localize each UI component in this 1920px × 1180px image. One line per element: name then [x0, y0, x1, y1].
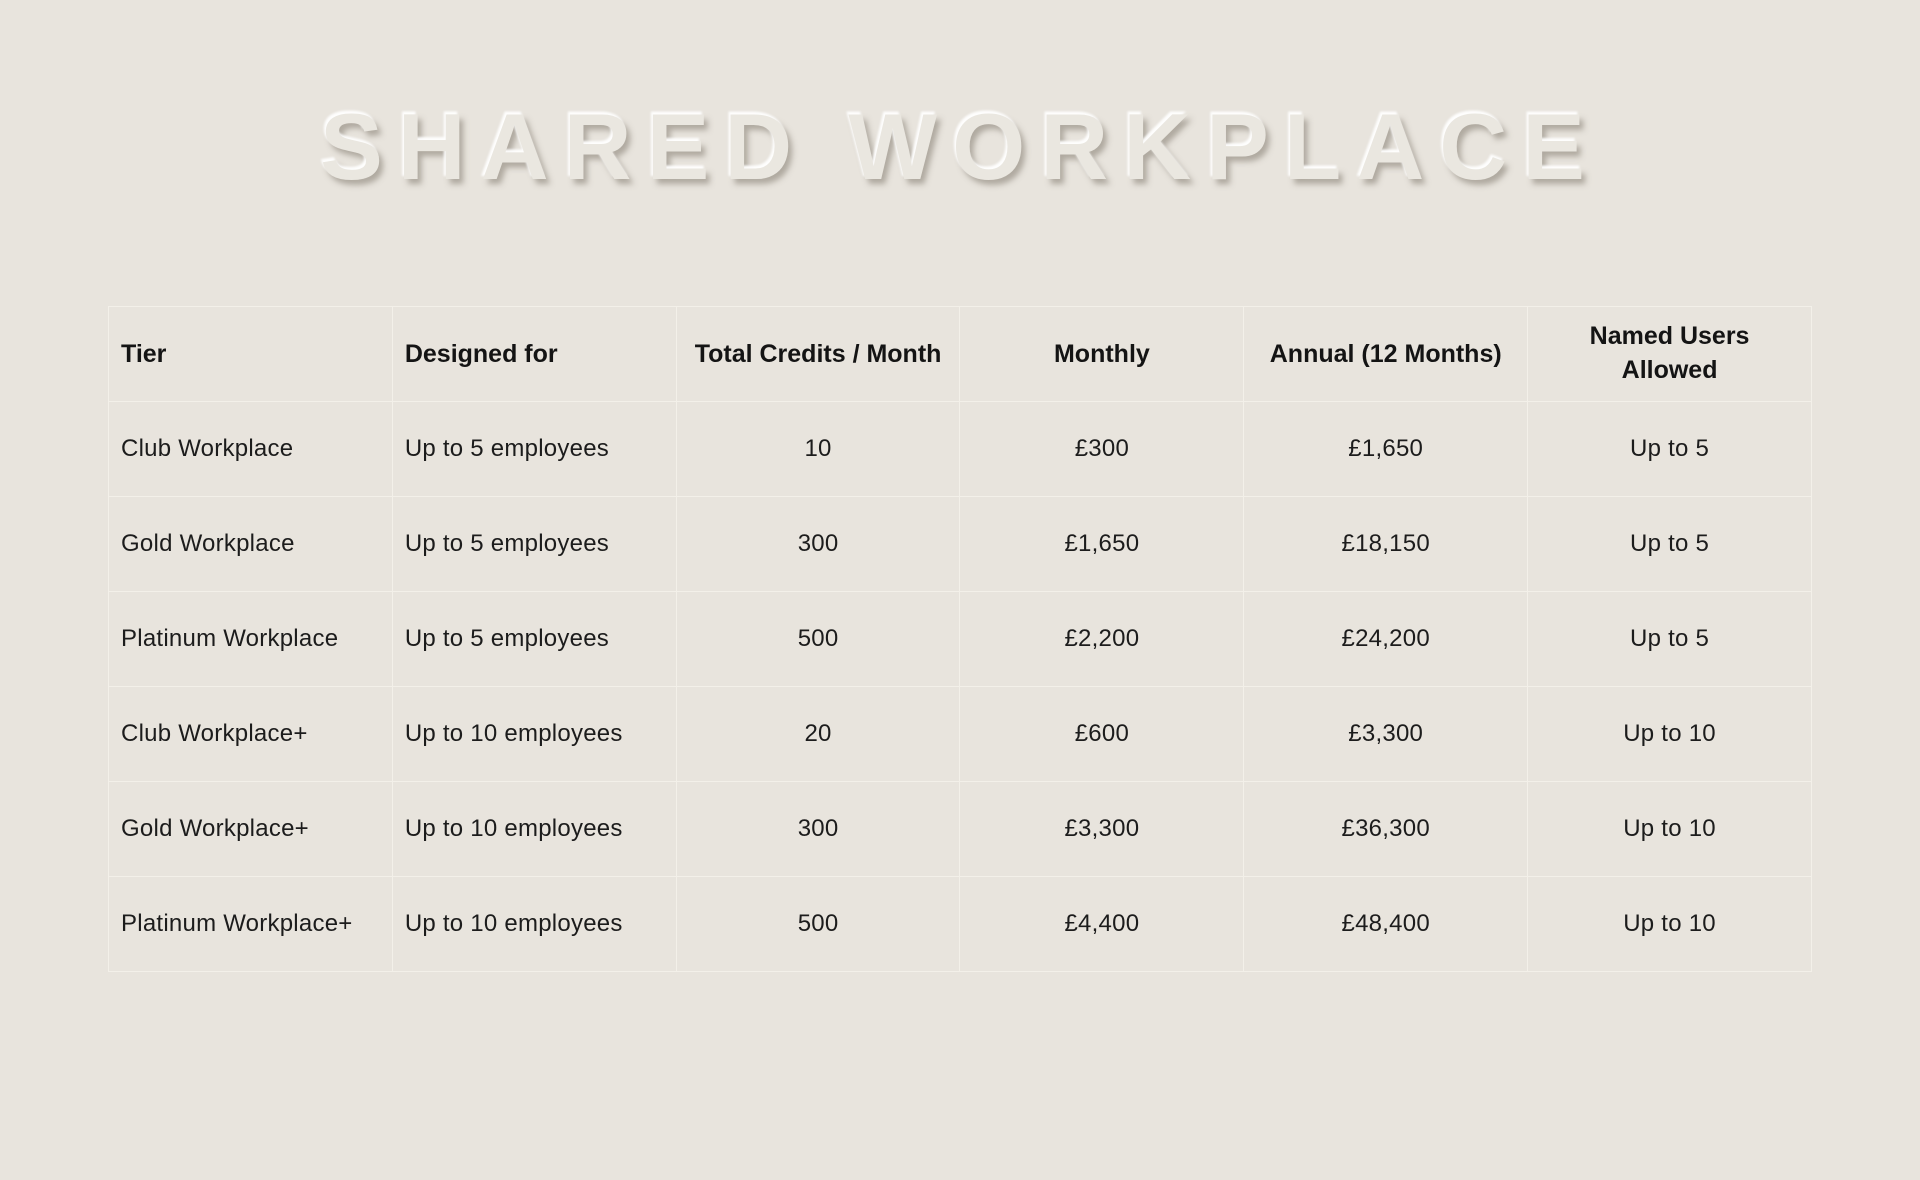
table-row	[109, 497, 1812, 592]
cell-tier: Club Workplace+	[109, 687, 393, 782]
cell-tier: Platinum Workplace+	[109, 877, 393, 972]
column-header-annual: Annual (12 Months)	[1244, 307, 1528, 402]
cell-annual: £48,400	[1244, 877, 1528, 972]
cell-total-credits: 500	[676, 592, 960, 687]
cell-tier: Club Workplace	[109, 402, 393, 497]
cell-total-credits: 10	[676, 402, 960, 497]
header-row	[109, 307, 1812, 402]
cell-tier: Gold Workplace	[109, 497, 393, 592]
cell-named-users: Up to 5	[1528, 497, 1812, 592]
table-row	[109, 782, 1812, 877]
column-header-total-credits: Total Credits / Month	[676, 307, 960, 402]
cell-monthly: £1,650	[960, 497, 1244, 592]
cell-designed-for: Up to 5 employees	[392, 592, 676, 687]
page-title: SHARED WORKPLACE	[320, 94, 1600, 199]
cell-named-users: Up to 5	[1528, 402, 1812, 497]
column-header-tier: Tier	[109, 307, 393, 402]
cell-annual: £1,650	[1244, 402, 1528, 497]
cell-designed-for: Up to 5 employees	[392, 402, 676, 497]
cell-total-credits: 300	[676, 497, 960, 592]
pricing-table-grid	[108, 306, 1812, 972]
cell-tier: Platinum Workplace	[109, 592, 393, 687]
cell-annual: £36,300	[1244, 782, 1528, 877]
cell-tier: Gold Workplace+	[109, 782, 393, 877]
cell-monthly: £3,300	[960, 782, 1244, 877]
cell-total-credits: 500	[676, 877, 960, 972]
column-header-monthly: Monthly	[960, 307, 1244, 402]
column-header-designed-for: Designed for	[392, 307, 676, 402]
column-header-named-users	[1528, 307, 1812, 402]
pricing-table	[108, 306, 1812, 972]
cell-monthly: £600	[960, 687, 1244, 782]
cell-annual: £24,200	[1244, 592, 1528, 687]
cell-designed-for: Up to 10 employees	[392, 782, 676, 877]
cell-named-users: Up to 10	[1528, 782, 1812, 877]
page	[0, 94, 1920, 1180]
cell-named-users: Up to 10	[1528, 877, 1812, 972]
column-header-named-users-label: Named Users Allowed	[1589, 322, 1750, 384]
cell-total-credits: 300	[676, 782, 960, 877]
cell-annual: £3,300	[1244, 687, 1528, 782]
table-row	[109, 402, 1812, 497]
cell-monthly: £4,400	[960, 877, 1244, 972]
cell-designed-for: Up to 5 employees	[392, 497, 676, 592]
table-row	[109, 592, 1812, 687]
cell-designed-for: Up to 10 employees	[392, 687, 676, 782]
cell-monthly: £300	[960, 402, 1244, 497]
cell-named-users: Up to 5	[1528, 592, 1812, 687]
cell-named-users: Up to 10	[1528, 687, 1812, 782]
table-row	[109, 687, 1812, 782]
cell-monthly: £2,200	[960, 592, 1244, 687]
cell-designed-for: Up to 10 employees	[392, 877, 676, 972]
table-row	[109, 877, 1812, 972]
cell-total-credits: 20	[676, 687, 960, 782]
cell-annual: £18,150	[1244, 497, 1528, 592]
